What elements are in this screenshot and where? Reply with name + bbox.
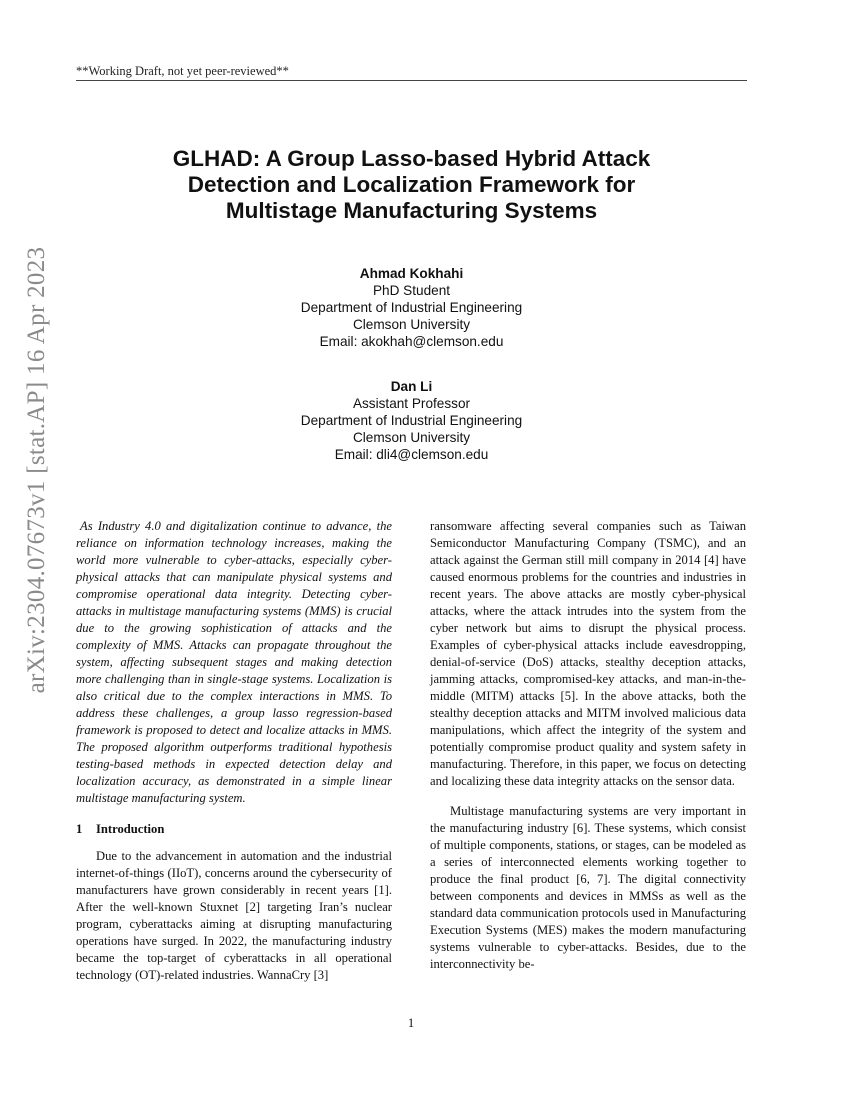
author-department: Department of Industrial Engineering bbox=[300, 300, 523, 315]
author-department: Department of Industrial Engineering bbox=[300, 413, 523, 428]
page-number: 1 bbox=[407, 1016, 415, 1030]
introduction-paragraph-1: Due to the advancement in automation and the industrial internet-of-things (IIoT), concerns around the cybersecurity of manufacturers have grown considerably in recent years [1]. After the well-known Stuxnet [2] targeting Iran’s nuclear program, cyberattacks aiming at disrupting manufacturing operations have surged. In 2022, the manufacturing industry became the top-target of cyberattacks in all operational technology (OT)-related industries. WannaCry [3] bbox=[76, 849, 392, 982]
author-block-1 bbox=[150, 265, 673, 350]
right-column bbox=[430, 518, 746, 973]
author-university: Clemson University bbox=[352, 430, 471, 445]
section-title: Introduction bbox=[96, 822, 165, 836]
title-line-2: Detection and Localization Framework for bbox=[187, 172, 636, 197]
arxiv-identifier[interactable]: arXiv:2304.07673v1 [stat.AP] 16 Apr 2023 bbox=[23, 246, 50, 694]
author-block-2 bbox=[150, 378, 673, 463]
author-university: Clemson University bbox=[352, 317, 471, 332]
title-line-3: Multistage Manufacturing Systems bbox=[225, 198, 598, 223]
introduction-paragraph-1-continued: ransomware affecting several companies such as Taiwan Semiconductor Manufacturing Company (TSMC), and an attack against the German still mill company in 2014 [4] have caused enormous problems for the countries and industries in recent years. The above attacks are mostly cyber-physical attacks, where the attack intrudes into the system from the cyber network but aims to disrupt the physical process. Examples of cyber-physical attacks include eavesdropping, denial-of-service (DoS) attacks, stealthy deception attacks, jamming attacks, compromised-key attacks, and man-in-the-middle (MITM) attacks [5]. In the above attacks, both the stealthy deception attacks and MITM involved malicious data manipulations, which affect the integrity of the system and potentially compromise product quality and system safety in manufacturing. Therefore, in this paper, we focus on detecting and localizing these data integrity attacks on the sensor data. bbox=[430, 519, 746, 788]
header-rule bbox=[76, 80, 747, 81]
draft-note: **Working Draft, not yet peer-reviewed** bbox=[76, 64, 289, 78]
author-name: Ahmad Kokhahi bbox=[359, 266, 464, 281]
introduction-paragraph-2: Multistage manufacturing systems are very important in the manufacturing industry [6]. These systems, which consist of multiple components, stations, or stages, can be modeled as a series of interconnected elements working together to produce the final product [6, 7]. The digital connectivity between components and devices in MMSs as well as the standard data communication protocols used in Manufacturing Execution Systems (MES) makes the modern manufacturing systems vulnerable to cyber-attacks. Besides, due to the interconnectivity be- bbox=[430, 804, 746, 971]
author-email[interactable]: Email: akokhah@clemson.edu bbox=[319, 334, 504, 349]
author-role: PhD Student bbox=[372, 283, 451, 298]
section-heading-introduction bbox=[76, 821, 392, 838]
title-line-1: GLHAD: A Group Lasso-based Hybrid Attack bbox=[172, 146, 651, 171]
author-name: Dan Li bbox=[390, 379, 433, 394]
left-column bbox=[76, 518, 392, 984]
author-role: Assistant Professor bbox=[352, 396, 471, 411]
abstract-text: As Industry 4.0 and digitalization continue to advance, the reliance on information technology increases, making the world more vulnerable to cyber-attacks, especially cyber-physical attacks that can manipulate physical systems and compromise operational data integrity. Detecting cyber-attacks in multistage manufacturing systems (MMS) is crucial due to the growing sophistication of attacks and the complexity of MMS. Attacks can propagate throughout the system, affecting subsequent stages and making detection more challenging than in single-stage systems. Localization is also critical due to the complex interactions in MMS. To address these challenges, a group lasso regression-based framework is proposed to detect and localize attacks in MMS. The proposed algorithm outperforms traditional hypothesis testing-based methods in expected detection delay and localization accuracy, as demonstrated in a simple linear multistage manufacturing system. bbox=[76, 519, 392, 805]
author-email[interactable]: Email: dli4@clemson.edu bbox=[334, 447, 489, 462]
section-number: 1 bbox=[76, 822, 83, 836]
paper-title bbox=[100, 146, 723, 224]
